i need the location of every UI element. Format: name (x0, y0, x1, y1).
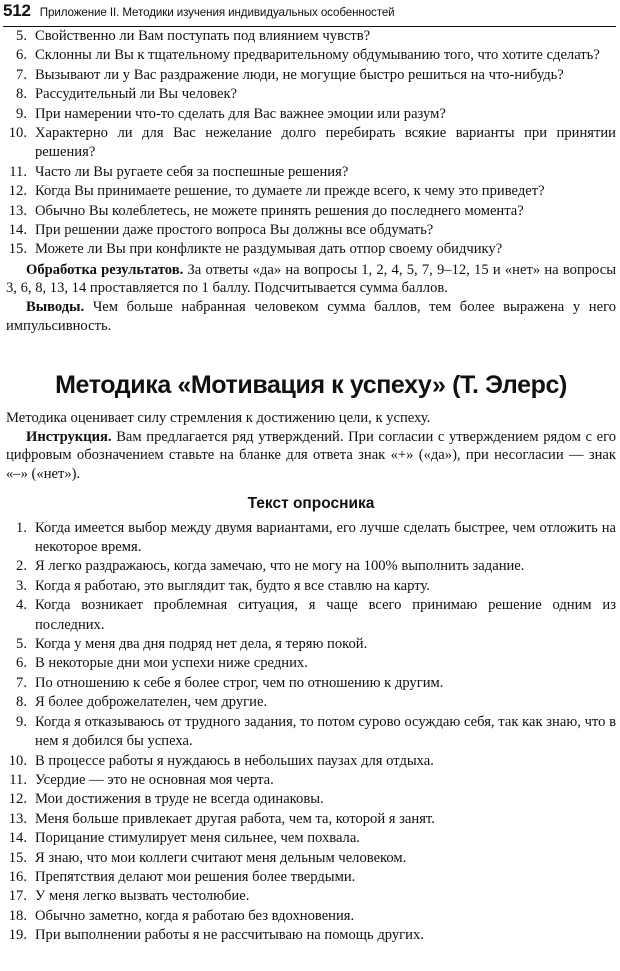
item-text: Когда имеется выбор между двумя вариантами, его лучше сделать быстрее, чем отложить на некоторое время. (35, 519, 616, 556)
item-number: 14. (8, 222, 27, 239)
list-item (6, 654, 616, 673)
list-item (6, 519, 616, 558)
conclusions-text: Чем больше набранная человеком сумма баллов, тем более выражена у него импульсивность. (6, 299, 616, 334)
item-text: Меня больше привлекает другая работа, чем та, которой я занят. (35, 810, 435, 827)
item-number: 18. (8, 907, 27, 924)
method-title: Методика «Мотивация к успеху» (Т. Элерс) (55, 371, 567, 400)
list-item (6, 693, 616, 712)
item-text: Часто ли Вы ругаете себя за поспешные решения? (35, 163, 349, 180)
instruction-paragraph (6, 428, 616, 484)
item-number: 8. (16, 86, 27, 103)
item-number: 16. (8, 868, 27, 885)
list-item (6, 752, 616, 771)
item-text: При выполнении работы я не рассчитываю на помощь других. (35, 927, 424, 944)
instruction-text: Вам предлагается ряд утверждений. При согласии с утверждением рядом с его цифровым обозначением ставьте на бланке для ответа знак «+» («да»), при несогласии — знак «–» («нет»). (6, 428, 616, 483)
item-number: 7. (16, 66, 27, 83)
item-text: Характерно ли для Вас нежелание долго перебирать всякие варианты при принятии решения? (35, 125, 616, 161)
conclusions-paragraph (6, 298, 616, 335)
list-item (6, 202, 616, 221)
instruction-label: Инструкция. (26, 428, 112, 445)
list-item (6, 27, 616, 46)
item-number: 10. (8, 752, 27, 769)
list-item (6, 771, 616, 790)
method-intro: Методика оценивает силу стремления к достижению цели, к успеху. (6, 410, 431, 427)
list-item (6, 868, 616, 887)
results-block (6, 261, 616, 335)
running-title: Приложение II. Методики изучения индивидуальных особенностей (39, 6, 395, 19)
list-item (6, 221, 616, 240)
item-number: 5. (16, 28, 27, 44)
list-item (6, 674, 616, 693)
list-item (6, 713, 616, 752)
item-text: В процессе работы я нуждаюсь в небольших паузах для отдыха. (35, 752, 434, 769)
list-item (6, 240, 616, 259)
item-number: 6. (16, 47, 27, 64)
item-number: 11. (9, 771, 27, 788)
list-item (6, 829, 616, 848)
item-number: 7. (16, 674, 27, 691)
list-item (6, 887, 616, 906)
list-item (6, 85, 616, 104)
item-number: 13. (8, 810, 27, 827)
list-item (6, 163, 616, 182)
conclusions-label: Выводы. (26, 299, 85, 316)
list-item (6, 849, 616, 868)
item-text: Препятствия делают мои решения более твердыми. (35, 868, 356, 885)
questionnaire-list (6, 519, 616, 946)
item-number: 9. (16, 713, 27, 730)
item-number: 3. (16, 577, 27, 594)
item-text: Порицание стимулирует меня сильнее, чем похвала. (35, 830, 360, 847)
list-item (6, 105, 616, 124)
item-text: Склонны ли Вы к тщательному предварительному обдумыванию того, что хотите сделать? (35, 47, 600, 64)
item-text: В некоторые дни мои успехи ниже средних. (35, 655, 308, 672)
item-text: Усердие — это не основная моя черта. (35, 771, 274, 788)
list-item (6, 790, 616, 809)
list-item (6, 182, 616, 201)
item-number: 5. (16, 636, 27, 653)
item-number: 15. (8, 241, 27, 258)
processing-paragraph (6, 261, 616, 298)
item-text: По отношению к себе я более строг, чем по отношению к другим. (35, 674, 444, 691)
item-text: Я легко раздражаюсь, когда замечаю, что не могу на 100% выполнить задание. (35, 558, 525, 575)
item-number: 12. (8, 791, 27, 808)
questionnaire-title: Текст опросника (247, 494, 375, 512)
item-text: Свойственно ли Вам поступать под влиянием чувств? (35, 28, 371, 44)
item-number: 17. (8, 888, 27, 905)
item-number: 1. (16, 519, 27, 536)
item-number: 11. (9, 163, 27, 180)
item-number: 12. (8, 183, 27, 200)
list-item (6, 577, 616, 596)
list-item (6, 596, 616, 635)
item-text: При решении даже простого вопроса Вы должны все обдумать? (35, 222, 434, 239)
list-item (6, 810, 616, 829)
item-text: Обычно заметно, когда я работаю без вдохновения. (35, 907, 355, 924)
item-text: Можете ли Вы при конфликте не раздумывая дать отпор своему обидчику? (35, 241, 503, 258)
processing-text: За ответы «да» на вопросы 1, 2, 4, 5, 7, 9–12, 15 и «нет» на вопросы 3, 6, 8, 13, 14 проставляется по 1 баллу. Подсчитывается сумма баллов. (6, 261, 616, 297)
item-number: 14. (8, 830, 27, 847)
list-item (6, 907, 616, 926)
item-text: У меня легко вызвать честолюбие. (35, 888, 250, 905)
item-text: Обычно Вы колеблетесь, не можете принять решения до последнего момента? (35, 202, 524, 219)
list-item (6, 46, 616, 65)
running-header (3, 0, 616, 27)
item-text: Я более доброжелателен, чем другие. (35, 694, 268, 711)
item-number: 15. (8, 849, 27, 866)
item-text: Рассудительный ли Вы человек? (35, 86, 238, 103)
item-text: Когда возникает проблемная ситуация, я чаще всего принимаю решение одним из последних. (35, 597, 616, 633)
item-text: При намерении что-то сделать для Вас важнее эмоции или разум? (35, 105, 446, 122)
page-number: 512 (3, 1, 31, 20)
list-item (6, 635, 616, 654)
item-number: 9. (16, 105, 27, 122)
item-number: 8. (16, 694, 27, 711)
item-number: 2. (16, 558, 27, 575)
impulsivity-question-list (6, 27, 616, 260)
item-text: Вызывают ли у Вас раздражение люди, не могущие быстро решиться на что-нибудь? (35, 66, 564, 83)
processing-label: Обработка результатов. (26, 261, 184, 278)
item-text: Когда Вы принимаете решение, то думаете ли прежде всего, к чему это приведет? (35, 183, 545, 200)
item-number: 6. (16, 655, 27, 672)
list-item (6, 124, 616, 163)
list-item (6, 557, 616, 576)
list-item (6, 926, 616, 945)
item-text: Когда у меня два дня подряд нет дела, я теряю покой. (35, 636, 368, 653)
item-number: 10. (8, 125, 27, 142)
item-number: 19. (8, 927, 27, 944)
item-number: 4. (16, 597, 27, 614)
item-text: Мои достижения в труде не всегда одинаковы. (35, 791, 324, 808)
item-number: 13. (8, 202, 27, 219)
item-text: Когда я работаю, это выглядит так, будто я все ставлю на карту. (35, 577, 430, 594)
item-text: Я знаю, что мои коллеги считают меня дельным человеком. (35, 849, 407, 866)
list-item (6, 66, 616, 85)
item-text: Когда я отказываюсь от трудного задания, то потом сурово осуждаю себя, так как знаю, что в нем я добился бы успеха. (35, 713, 616, 750)
